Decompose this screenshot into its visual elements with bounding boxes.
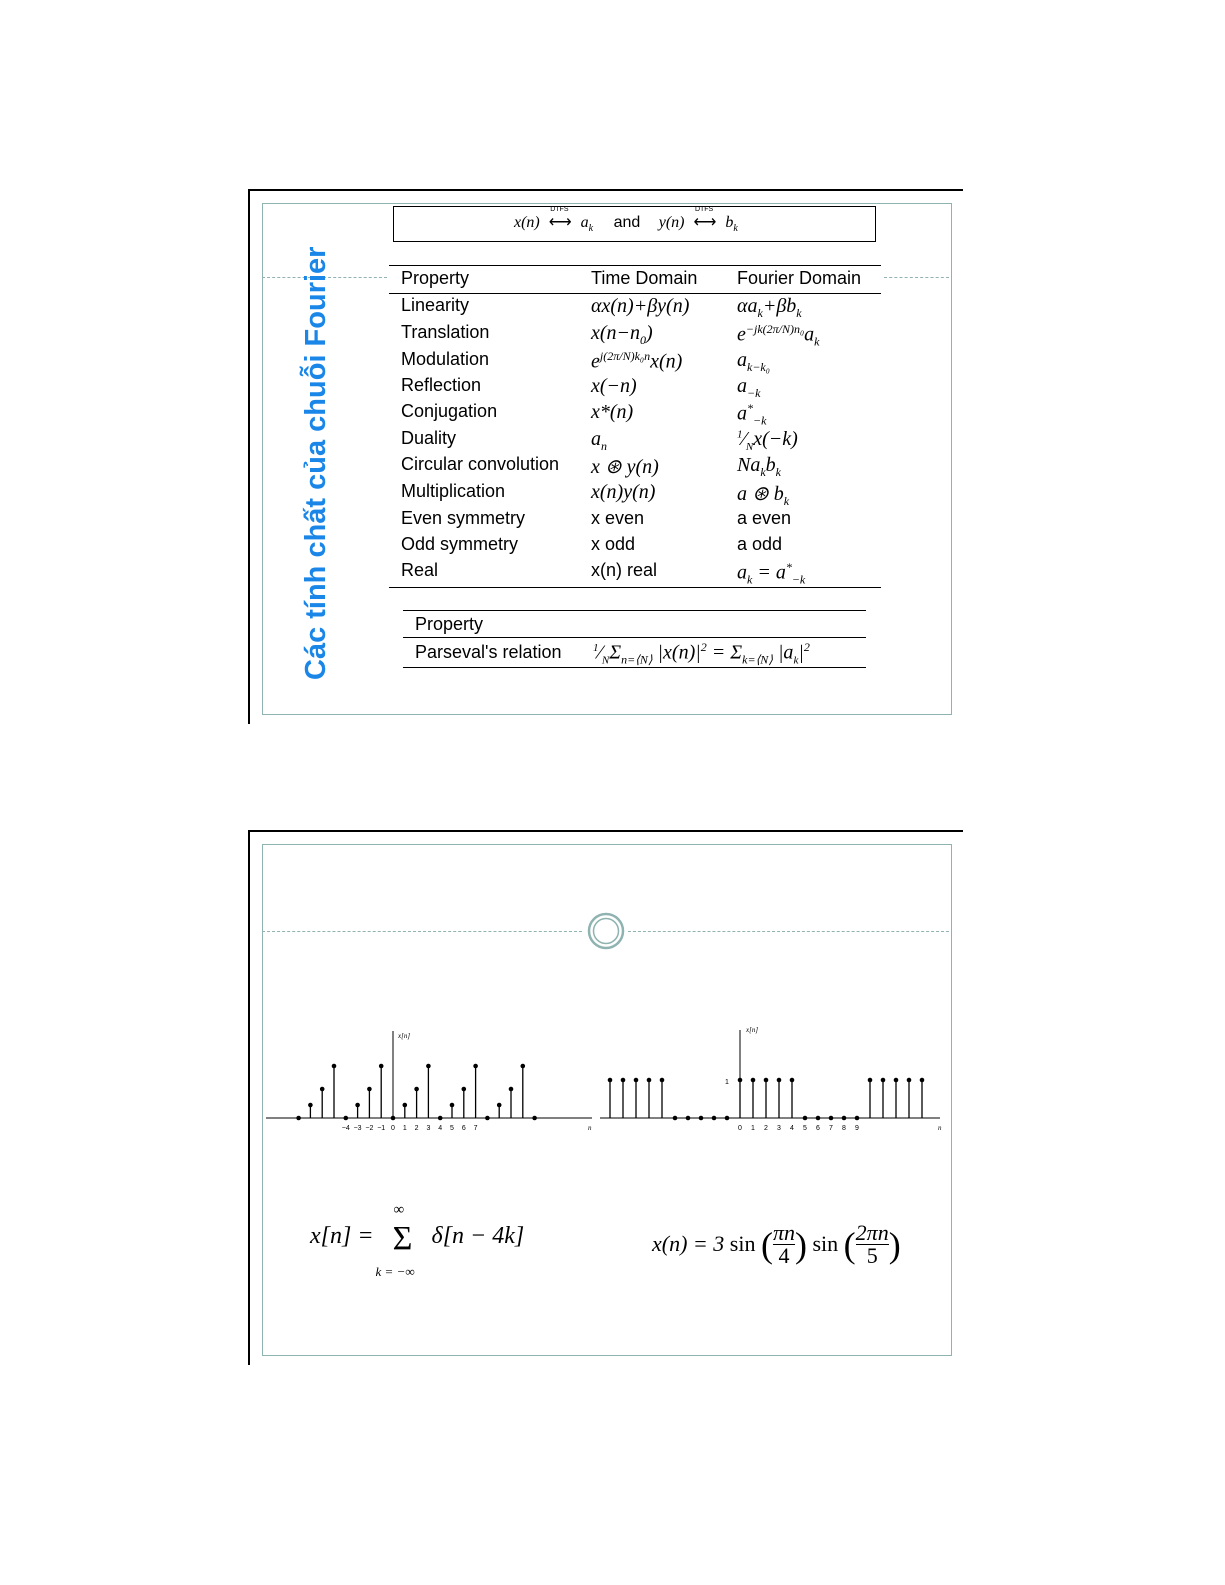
property-reflection: Reflection	[401, 375, 482, 395]
stem-dot	[296, 1116, 301, 1121]
time-multiplication: x(n)y(n)	[591, 481, 656, 503]
table-row	[389, 534, 881, 560]
stem-dot	[777, 1078, 782, 1083]
freq-even-symmetry: a even	[737, 508, 792, 528]
stem-dot	[751, 1078, 756, 1083]
time-modulation: $e^{j(2\pi/N)k_0n}x(n)$	[591, 349, 683, 373]
freq-duality: $^1⁄_Nx(-k)$	[737, 428, 798, 453]
stem-dot	[426, 1064, 431, 1069]
stem-plot-right	[600, 1020, 940, 1140]
property-modulation: Modulation	[401, 349, 490, 369]
table-row	[389, 428, 881, 454]
freq-linearity: $\alpha a_k+\beta b_k$	[737, 295, 802, 320]
time-circular-convolution: x ⊛ y(n)	[591, 456, 659, 478]
stem-dot	[699, 1116, 704, 1121]
sum-lower: k = −∞	[375, 1264, 415, 1279]
formula-rhs: δ[n − 4k]	[431, 1223, 525, 1249]
time-reflection: x(−n)	[591, 375, 637, 397]
x-tick-label: 7	[829, 1125, 833, 1132]
property-real: Real	[401, 560, 439, 580]
x-tick-label: 0	[738, 1125, 742, 1132]
formula-impulse-train	[310, 1202, 525, 1279]
property-odd-symmetry: Odd symmetry	[401, 534, 519, 554]
freq-translation: $e^{-jk(2\pi/N)n_0}a_k$	[737, 322, 820, 349]
level-label: 1	[725, 1079, 729, 1086]
freq-circular-convolution: $Na_kb_k$	[737, 454, 781, 479]
dtfs-label-2: DTFS	[694, 206, 714, 213]
parseval-formula: $^1⁄_N\Sigma_{n=⟨N⟩}$ $|x(n)|^2 = \Sigma_{k=⟨N⟩}$ $|a_k|^2$	[593, 640, 810, 667]
pair-left-coef: $a_k$	[580, 214, 594, 235]
x-axis-label: n	[938, 1124, 942, 1132]
transform-pair-box	[393, 206, 876, 242]
circle-ornament-icon	[586, 911, 626, 951]
stem-dot	[855, 1116, 860, 1121]
stem-dot	[414, 1087, 419, 1092]
table-row	[389, 322, 881, 348]
freq-modulation: $a_{k-k_0}$	[737, 349, 770, 374]
stem-dot	[308, 1103, 313, 1108]
stem-dot	[894, 1078, 899, 1083]
parseval-top-rule	[403, 610, 866, 611]
table-top-rule	[389, 265, 881, 266]
stem-dot	[868, 1078, 873, 1083]
formula-lhs: x[n] =	[310, 1223, 374, 1249]
table-row	[389, 401, 881, 427]
stem-dot	[660, 1078, 665, 1083]
title-divider-right-2	[628, 931, 949, 932]
table-row	[389, 349, 881, 375]
sum-upper: ∞	[393, 1202, 405, 1218]
table-row	[389, 375, 881, 401]
stem-dot	[497, 1103, 502, 1108]
stem-dot	[320, 1087, 325, 1092]
property-linearity: Linearity	[401, 295, 470, 315]
stem-dot	[673, 1116, 678, 1121]
parseval-bottom-rule	[403, 667, 866, 668]
property-translation: Translation	[401, 322, 490, 342]
property-circular-convolution: Circular convolution	[401, 454, 560, 474]
stem-dot	[842, 1116, 847, 1121]
stem-dot	[647, 1078, 652, 1083]
table-row	[389, 508, 881, 534]
stem-dot	[621, 1078, 626, 1083]
time-odd-symmetry: x odd	[591, 534, 636, 554]
property-duality: Duality	[401, 428, 457, 448]
x-tick-label: 6	[816, 1125, 820, 1132]
stem-dot	[816, 1116, 821, 1121]
freq-odd-symmetry: a odd	[737, 534, 783, 554]
time-duality: $a_n$	[591, 428, 607, 453]
table-row	[389, 560, 881, 586]
table-row	[389, 295, 881, 321]
parseval-mid-rule	[403, 637, 866, 638]
property-conjugation: Conjugation	[401, 401, 498, 421]
freq-multiplication: a ⊛ $b_k$	[737, 483, 790, 508]
pair-right-signal: y(n)	[658, 214, 685, 231]
sum-symbol: Σ ∞ k = −∞	[375, 1202, 415, 1279]
stem-dot	[485, 1116, 490, 1121]
stem-dot	[686, 1116, 691, 1121]
table-header	[389, 268, 881, 294]
stem-plot-left	[262, 1025, 602, 1145]
x-tick-label: 1	[402, 1125, 407, 1132]
table-header-rule	[389, 293, 881, 294]
x-tick-label: 2	[764, 1125, 768, 1132]
stem-dot	[344, 1116, 349, 1121]
parseval-label: Parseval's relation	[415, 642, 562, 662]
stem-dot	[367, 1087, 372, 1092]
title-divider-left-2	[262, 931, 582, 932]
stem-dot	[332, 1064, 337, 1069]
x-tick-label: 4	[790, 1125, 794, 1132]
table-row	[389, 454, 881, 480]
stem-dot	[403, 1103, 408, 1108]
x-tick-label: −4	[341, 1125, 350, 1132]
header-property: Property	[401, 268, 470, 288]
time-even-symmetry: x even	[591, 508, 645, 528]
x-tick-label: 6	[461, 1125, 466, 1132]
stem-dot	[920, 1078, 925, 1083]
table-row	[389, 481, 881, 507]
stem-dot	[379, 1064, 384, 1069]
stem-dot	[725, 1116, 730, 1121]
time-conjugation: x*(n)	[591, 401, 634, 423]
title-divider-right	[884, 277, 949, 278]
stem-dot	[881, 1078, 886, 1083]
x-tick-label: 3	[426, 1125, 431, 1132]
freq-reflection: $a_{-k}$	[737, 375, 761, 400]
freq-real: $a_k = a^*_{-k}$	[737, 560, 806, 587]
x-tick-label: 9	[855, 1125, 859, 1132]
time-real: x(n) real	[591, 560, 658, 580]
property-multiplication: Multiplication	[401, 481, 506, 501]
stem-dot	[438, 1116, 443, 1121]
x-tick-label: 7	[473, 1125, 478, 1132]
stem-dot	[532, 1116, 537, 1121]
freq-conjugation: $a^*_{-k}$	[737, 401, 767, 428]
dtfs-arrow: DTFS ⟷	[548, 206, 572, 231]
stem-dot	[391, 1116, 396, 1121]
stem-dot	[738, 1078, 743, 1083]
pair-left-signal: x(n)	[514, 214, 540, 231]
stem-dot	[803, 1116, 808, 1121]
x-tick-label: 5	[450, 1125, 454, 1132]
header-time-domain: Time Domain	[591, 268, 698, 288]
x-tick-label: −3	[353, 1125, 362, 1132]
x-tick-label: 2	[414, 1125, 419, 1132]
stem-dot	[634, 1078, 639, 1083]
stem-dot	[712, 1116, 717, 1121]
formula-sine-product: x(n) = 3 sin ( $\frac{\pi n}{4}$ ) sin ( $\frac{2\pi n}{5}$ )	[652, 1220, 901, 1268]
x-axis-label: n	[588, 1124, 592, 1132]
x-tick-label: −1	[377, 1125, 386, 1132]
x-tick-label: 4	[438, 1125, 443, 1132]
stem-dot	[790, 1078, 795, 1083]
x-tick-label: 3	[777, 1125, 781, 1132]
x-tick-label: 8	[842, 1125, 846, 1132]
dtfs-arrow-2: DTFS ⟷	[693, 206, 717, 231]
pair-and: and	[613, 214, 641, 231]
stem-dot	[764, 1078, 769, 1083]
time-linearity: αx(n)+βy(n)	[591, 295, 690, 317]
property-even-symmetry: Even symmetry	[401, 508, 526, 528]
x-tick-label: −2	[365, 1125, 374, 1132]
stem-dot	[450, 1103, 455, 1108]
stem-dot	[509, 1087, 514, 1092]
stem-dot	[521, 1064, 526, 1069]
header-fourier-domain: Fourier Domain	[737, 268, 862, 288]
y-axis-label: x[n]	[398, 1032, 411, 1040]
stem-dot	[355, 1103, 360, 1108]
x-tick-label: 0	[391, 1125, 395, 1132]
y-axis-label: x[n]	[746, 1026, 759, 1034]
table-bottom-rule	[389, 587, 881, 588]
x-tick-label: 5	[803, 1125, 807, 1132]
stem-dot	[473, 1064, 478, 1069]
stem-dot	[462, 1087, 467, 1092]
time-translation: $x(n-n_0)$	[591, 322, 653, 347]
stem-dot	[829, 1116, 834, 1121]
slide-title: Các tính chất của chuỗi Fourier	[300, 246, 332, 680]
stem-dot	[907, 1078, 912, 1083]
stem-dot	[608, 1078, 613, 1083]
pair-right-coef: $b_k$	[725, 214, 738, 235]
x-tick-label: 1	[751, 1125, 755, 1132]
parseval-header: Property	[415, 614, 484, 634]
dtfs-label: DTFS	[550, 206, 569, 213]
